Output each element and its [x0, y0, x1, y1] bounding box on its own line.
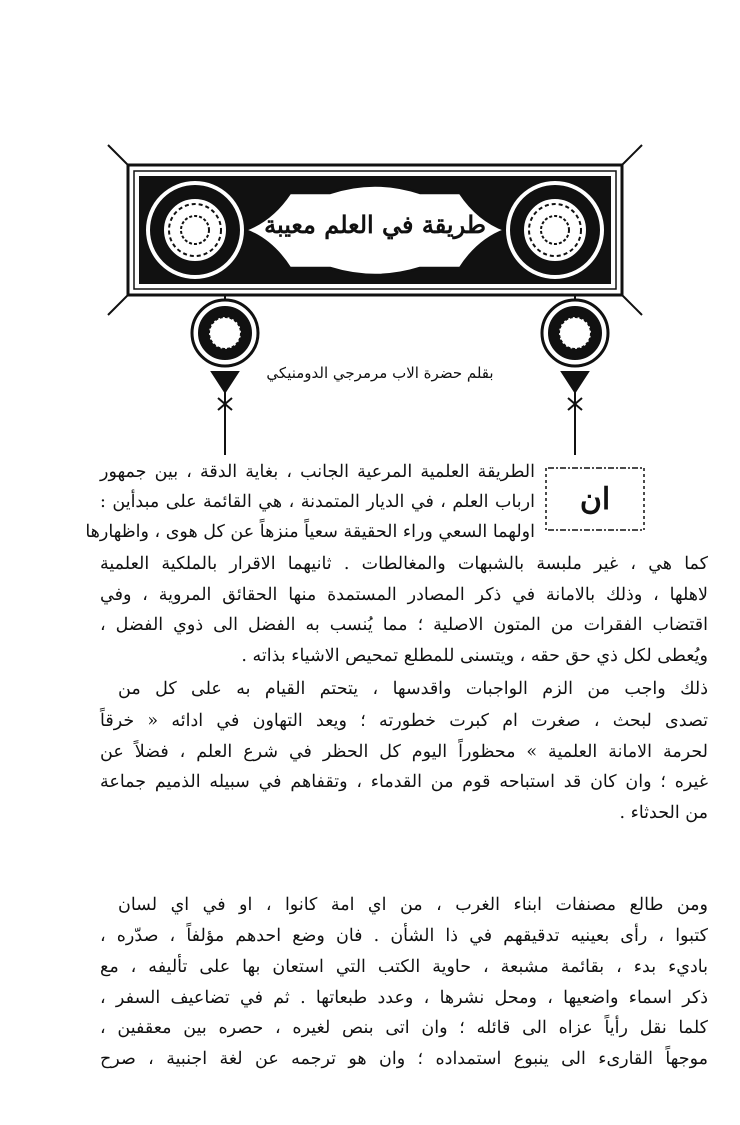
text-line: ويُعطى لكل ذي حق حقه ، ويتسنى للمطلع تمحيص الاشياء بذاته . — [241, 646, 708, 666]
text-line: ارباب العلم ، في الديار المتمدنة ، هي القائمة على مبدأين : — [100, 492, 535, 512]
dropcap-letters: ان — [579, 482, 611, 517]
text-line: ذلك واجب من الزم الواجبات واقدسها ، يتحتم القيام به على كل من — [118, 679, 708, 699]
text-line: غيره ؛ وان كان قد استباحه قوم من القدماء ، وتقفاهم في سبيله الذميم جماعة — [100, 772, 708, 792]
text-line: لحرمة الامانة العلمية » محظوراً اليوم كل الحظر في شرع العلم ، فضلاً عن — [100, 742, 708, 762]
text-line: من الحدثاء . — [619, 803, 708, 823]
text-line: لاهلها ، وذلك بالامانة في ذكر المصادر المستمدة منها الحقائق المروية ، وفي — [100, 585, 708, 605]
text-line: كما هي ، غير ملبسة بالشبهات والمغالطات . ثانيهما الاقرار بالملكية العلمية — [100, 554, 708, 574]
text-line: كلما نقل رأياً عزاه الى قائله ؛ وان اتى بنص لغيره ، حصره بين معقفين ، — [100, 1018, 708, 1038]
text-line: ومن طالع مصنفات ابناء الغرب ، من اي امة كانوا ، او في اي لسان — [118, 895, 708, 915]
article-title: طريقة في العلم معيبة — [264, 210, 486, 239]
author-byline: بقلم حضرة الاب مرمرجي الدومنيكي — [266, 364, 494, 382]
text-line: اولهما السعي وراء الحقيقة سعياً منزهاً عن كل هوى ، واظهارها — [85, 522, 535, 542]
text-line: تصدى لبحث ، صغرت ام كبرت خطورته ؛ ويعد التهاون في ادائه « خرقاً — [100, 711, 708, 731]
text-line: موجهاً القارىء الى ينبوع استمداده ؛ وان هو ترجمه عن لغة اجنبية ، صرح — [100, 1049, 708, 1069]
text-line: ذكر اسماء واضعيها ، ومحل نشرها ، وعدد طبعاتها . ثم في تضاعيف السفر ، — [100, 988, 708, 1008]
text-line: الطريقة العلمية المرعية الجانب ، بغاية الدقة ، بين جمهور — [100, 462, 535, 482]
text-line: باديء بدء ، بقائمة مشبعة ، حاوية الكتب التي استعان بها على تأليفه ، مع — [100, 957, 708, 977]
text-line: كتبوا ، رأى بعينيه تدقيقهم في ذا الشأن . فان وضع احدهم مؤلفاً ، صدّره ، — [100, 926, 708, 946]
text-line: اقتضاب الفقرات من المتون الاصلية ؛ مما يُنسب به الفضل الى ذوي الفضل ، — [100, 615, 708, 635]
